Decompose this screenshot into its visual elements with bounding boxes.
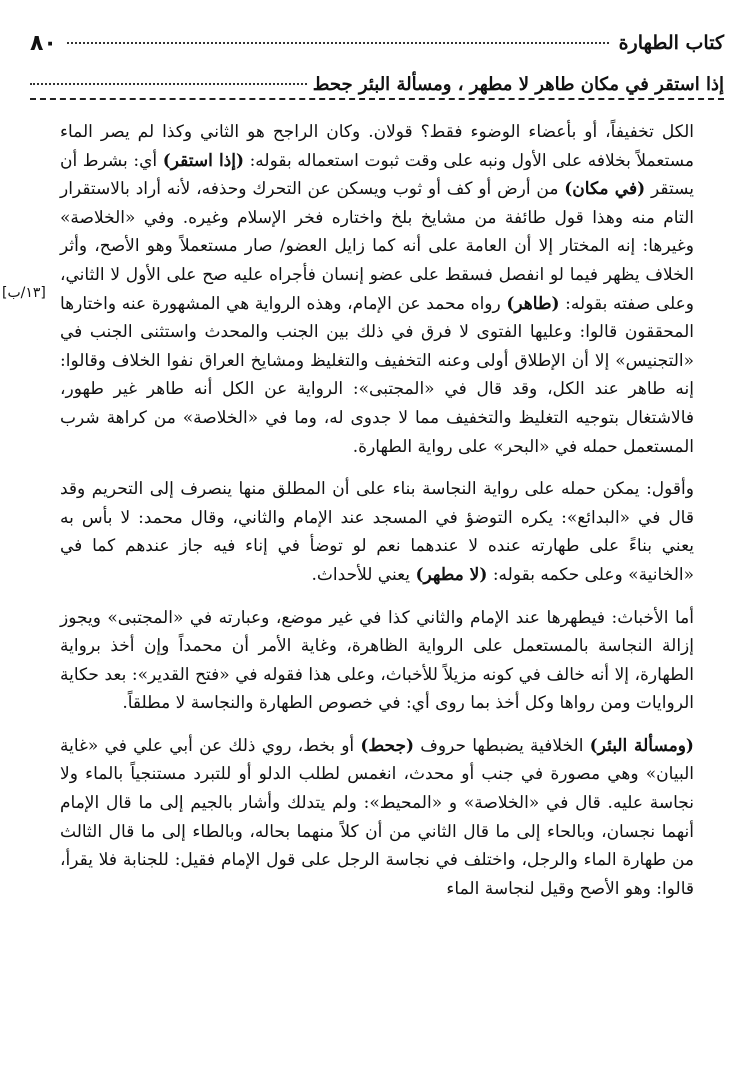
- text-run: أما الأخباث: فيطهرها عند الإمام والثاني كذا في غير موضع، وعبارته في «المجتبى» ويجوز إزالة النجاسة بالمستعمل على الرواية الظاهرة، وغاية الأمر أن محمداً وإن أخذ برواية الطهارة، إلا أنه خالف في كونه مزيلاً للأخباث، وعلى هذا فقوله في «فتح القدير»: بعد حكاية الروايات ومن رواها وكل أخذ بما روى أي: في خصوص الطهارة والنجاسة لا مطلقاً.: [60, 607, 695, 714]
- subheading-rule: [30, 98, 724, 100]
- matn-term: (في مكان): [564, 179, 646, 200]
- paragraph-3: [60, 604, 694, 718]
- paragraph-4: [60, 732, 694, 904]
- text-run: الخلافية يضبطها حروف: [414, 735, 590, 756]
- running-header: [30, 28, 724, 58]
- manuscript-folio-reference: [١٣/ب]: [2, 285, 46, 301]
- text-run: من أرض أو كف أو ثوب ويسكن عن التحرك وحذفه، لأنه أراد بالاستقرار التام منه وهذا قول طائفة من مشايخ بلخ واختاره فخر الإسلام وغيره. وفي «الخلاصة» وغيرها: إنه المختار إلا أن العامة على أنه كما زايل العضو/ صار مستعملاً وهو الأصح، وأثر الخلاف يظهر فيما لو انفصل فسقط على عضو إنسان فأجراه عليه صح على الأول لا الثاني، وعلى صفته بقوله:: [60, 179, 695, 314]
- page-number: ٨٠: [30, 30, 57, 56]
- text-run: أو بخط، روي ذلك عن أبي علي في «غاية البيان» وهي مصورة في جنب أو محدث، انغمس لطلب الدلو أو للتبرد مستنجياً بالماء ولا نجاسة عليه. قال في «الخلاصة» و «المحيط»: ولم يتدلك وأشار بالجيم إلى ما قال الإمام أنهما نجسان، وبالحاء إلى ما قال الثاني من أن كلاً منهما بحاله، وبالطاء إلى ما قال الثالث من طهارة الماء والرجل، واختلف في نجاسة الرجل على قول الإمام فقيل: للجنابة فلا يقرأ، قالوا: وهو الأصح وقيل لنجاسة الماء: [60, 735, 694, 899]
- header-leader-dots: [67, 42, 609, 44]
- text-run: وأقول: يمكن حمله على رواية النجاسة بناء على أن المطلق منها ينصرف إلى التحريم وقد قال في «البدائع»: يكره التوضؤ في المسجد عند الإمام والثاني، وقال محمد: لا بأس به يعني بناءً على طهارته عنده لا عندهما نعم لو توضأ في إناء فيه جاز عندهم كما في «الخانية» وعلى حكمه بقوله:: [60, 479, 694, 585]
- matn-term: (طاهر): [506, 293, 560, 314]
- chapter-title: كتاب الطهارة: [618, 32, 724, 54]
- subheading-leader-dots: [30, 83, 307, 85]
- matn-term: (إذا استقر): [162, 150, 244, 171]
- subheading-text: إذا استقر في مكان طاهر لا مطهر ، ومسألة البئر جحط: [312, 73, 724, 95]
- paragraph-2: [60, 475, 694, 589]
- matn-term: (جحط): [360, 735, 415, 756]
- text-run: رواه محمد عن الإمام، وهذه الرواية هي المشهورة عنه واختارها المحققون قالوا: وعليها الفتوى لا فرق في ذلك بين الجنب والمحدث واستثنى الجنب في «التجنيس» إلا أن الإطلاق أولى وعنه التخفيف والتغليظ ومشايخ العراق نفوا الخلاف وقالوا: إنه طاهر عند الكل، وقد قال في «المجتبى»: الرواية عن الكل أنه طاهر غير طهور، فالاشتغال بتوجيه التغليظ والتخفيف مما لا جدوى له، وما في «الخلاصة» من كراهة شرب المستعمل حمله في «البحر» على رواية الطهارة.: [60, 293, 694, 457]
- paragraph-1: [60, 118, 694, 461]
- text-run: الكل تخفيفاً، أو بأعضاء الوضوء فقط؟ قولان. وكان الراجح هو الثاني وكذا لم يصر الماء مستعملاً بخلافه على الأول ونبه على وقت ثبوت استعماله بقوله:: [60, 122, 694, 171]
- text-run: أي: بشرط أن يستقر: [60, 150, 694, 200]
- matn-term: (ومسألة البئر): [589, 735, 694, 756]
- text-run: يعني للأحداث.: [311, 564, 416, 585]
- matn-term: (لا مطهر): [415, 564, 488, 585]
- body-text: [60, 118, 694, 917]
